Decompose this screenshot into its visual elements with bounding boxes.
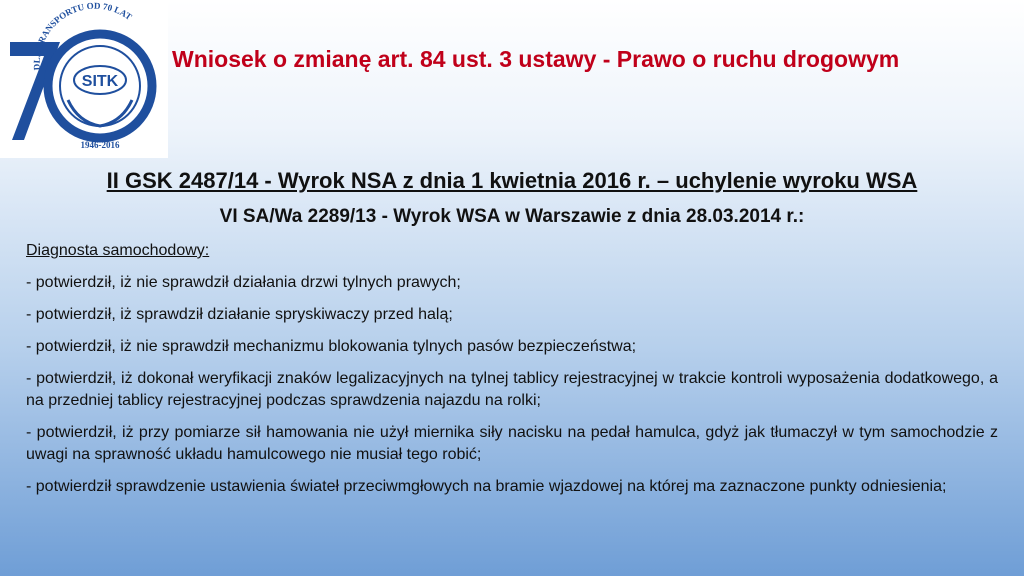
section-label: Diagnosta samochodowy: [26, 242, 210, 259]
list-item: - potwierdził, iż sprawdził działanie spryskiwaczy przed halą; [26, 306, 453, 323]
list-item: - potwierdził, iż przy pomiarze sił hamowania nie użył miernika siły nacisku na pedał hamulca, gdyż jak tłumaczył w tym samochodzie z uwagi na sprawność układu hamulcowego nie musiał tego robić; [26, 424, 998, 463]
logo [0, 0, 168, 158]
slide-title: Wniosek o zmianę art. 84 ust. 3 ustawy - Prawo o ruchu drogowym [172, 46, 900, 72]
laurel-icon [68, 100, 132, 126]
list-item: - potwierdził, iż nie sprawdził mechanizmu blokowania tylnych pasów bezpieczeństwa; [26, 338, 637, 355]
list-item: - potwierdził, iż nie sprawdził działania drzwi tylnych prawych; [26, 274, 461, 291]
emblem-text: SITK [81, 73, 119, 90]
case-subtitle: VI SA/Wa 2289/13 - Wyrok WSA w Warszawie z dnia 28.03.2014 r.: [219, 206, 805, 227]
list-item: - potwierdził, iż dokonał weryfikacji znaków legalizacyjnych na tylnej tablicy rejestracyjnej w trakcie kontroli wyposażenia dodatkowego, a na przedniej tablicy rejestracyjnej podczas sprawdzenia najazdu na rolki; [26, 370, 998, 409]
slide-content [26, 168, 998, 508]
years-text: 1946-2016 [80, 140, 120, 150]
ring-text: DLA TRANSPORTU OD 70 LAT [31, 0, 134, 71]
list-item: - potwierdził sprawdzenie ustawienia świateł przeciwmgłowych na bramie wjazdowej na której ma zaznaczone punkty odniesienia; [26, 478, 947, 495]
sitk-70-logo [0, 0, 168, 158]
case-title: II GSK 2487/14 - Wyrok NSA z dnia 1 kwietnia 2016 r. – uchylenie wyroku WSA [106, 168, 918, 193]
